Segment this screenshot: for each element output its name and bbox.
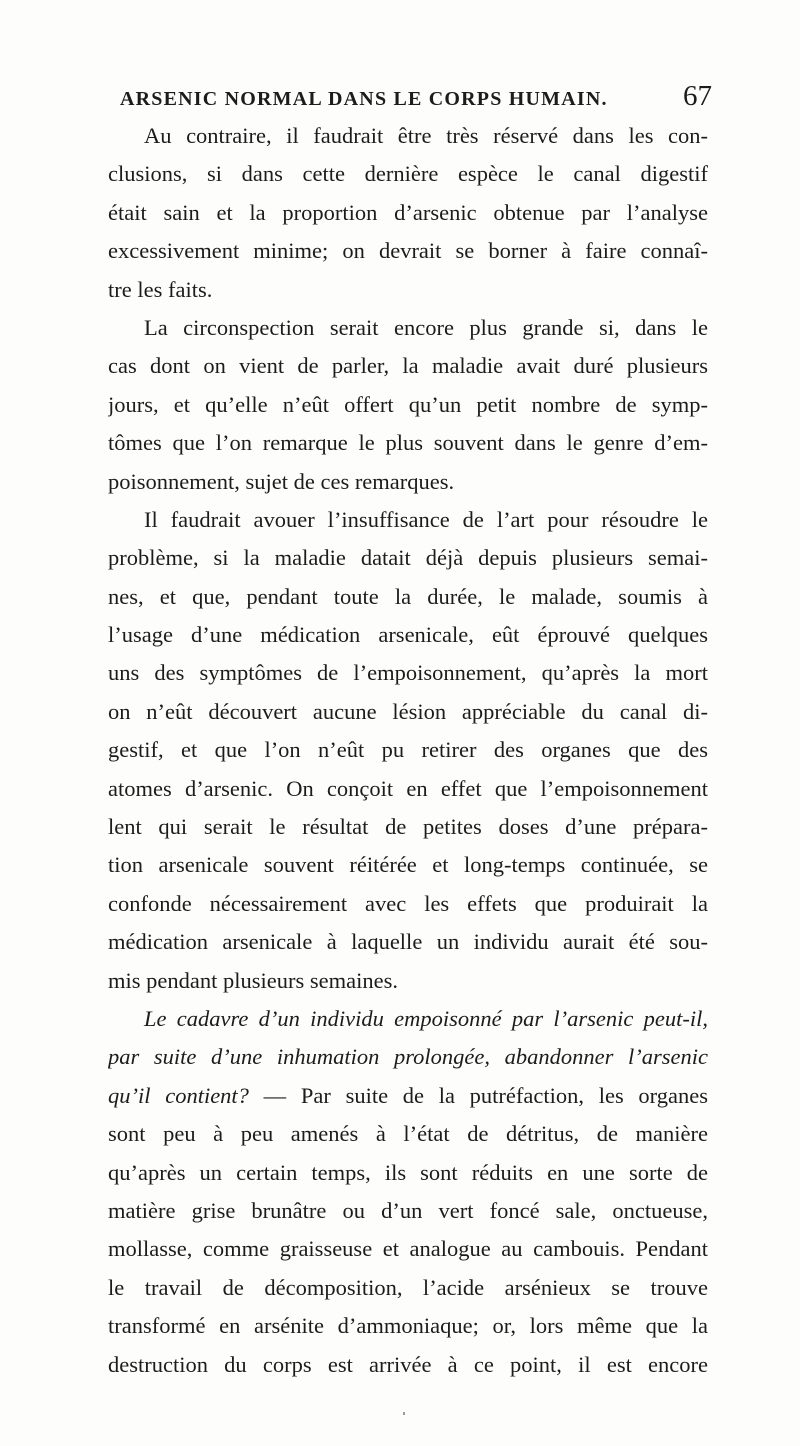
text-line: problème, si la maladie datait déjà depuis plusieurs semai-	[108, 545, 708, 571]
question-end: qu’il contient?	[108, 1082, 249, 1108]
paragraph-2	[108, 309, 708, 501]
question-line-mixed	[108, 1077, 708, 1115]
text-line: gestif, et que l’on n’eût pu retirer des organes que des	[108, 737, 708, 763]
running-title: ARSENIC NORMAL DANS LE CORPS HUMAIN.	[120, 88, 608, 110]
text-line: confonde nécessairement avec les effets que produirait la	[108, 890, 708, 916]
question-line: Le cadavre d’un individu empoisonné par l’arsenic peut-il,	[144, 1005, 708, 1031]
text-line: uns des symptômes de l’empoisonnement, qu’après la mort	[108, 660, 708, 686]
text-line: le travail de décomposition, l’acide arsénieux se trouve	[108, 1274, 708, 1300]
body-text	[108, 117, 708, 1384]
paragraph-4	[108, 1000, 708, 1384]
text-line: Au contraire, il faudrait être très réservé dans les con-	[144, 123, 708, 148]
text-line: nes, et que, pendant toute la durée, le malade, soumis à	[108, 583, 708, 609]
text-line: jours, et qu’elle n’eût offert qu’un petit nombre de symp-	[108, 391, 708, 417]
text-line: excessivement minime; on devrait se borner à faire connaî-	[108, 238, 708, 264]
text-line: mis pendant plusieurs semaines.	[108, 967, 398, 993]
text-line: tion arsenicale souvent réitérée et long-temps continuée, se	[108, 852, 708, 878]
running-head	[108, 80, 712, 120]
text-line: Il faudrait avouer l’insuffisance de l’art pour résoudre le	[144, 506, 708, 532]
page-number: 67	[683, 80, 712, 112]
print-speck	[403, 1412, 405, 1415]
text-line: destruction du corps est arrivée à ce point, il est encore	[108, 1351, 708, 1377]
text-line: médication arsenicale à laquelle un individu aurait été sou-	[108, 929, 708, 955]
text-line: l’usage d’une médication arsenicale, eût éprouvé quelques	[108, 622, 708, 648]
text-line: on n’eût découvert aucune lésion appréciable du canal di-	[108, 698, 708, 724]
text-line: clusions, si dans cette dernière espèce le canal digestif	[108, 161, 708, 187]
text-line: poisonnement, sujet de ces remarques.	[108, 468, 455, 494]
text-line: lent qui serait le résultat de petites doses d’une prépara-	[108, 814, 708, 840]
text-line: cas dont on vient de parler, la maladie avait duré plusieurs	[108, 353, 708, 379]
text-line: qu’après un certain temps, ils sont réduits en une sorte de	[108, 1159, 708, 1185]
text-line: mollasse, comme graisseuse et analogue au cambouis. Pendant	[108, 1236, 708, 1262]
text-line: tre les faits.	[108, 276, 213, 302]
text-line: était sain et la proportion d’arsenic obtenue par l’analyse	[108, 199, 708, 225]
text-line: La circonspection serait encore plus grande si, dans le	[144, 314, 708, 340]
text-line: matière grise brunâtre ou d’un vert foncé sale, onctueuse,	[108, 1197, 708, 1223]
question-line: par suite d’une inhumation prolongée, abandonner l’arsenic	[108, 1044, 708, 1070]
paragraph-3	[108, 501, 708, 1000]
answer-start: — Par suite de la putréfaction, les organes	[248, 1082, 708, 1108]
text-line: atomes d’arsenic. On conçoit en effet que l’empoisonnement	[108, 775, 708, 801]
text-line: tômes que l’on remarque le plus souvent dans le genre d’em-	[108, 430, 708, 456]
paragraph-1	[108, 117, 708, 309]
text-line: sont peu à peu amenés à l’état de détritus, de manière	[108, 1121, 708, 1147]
text-line: transformé en arsénite d’ammoniaque; or, lors même que la	[108, 1313, 708, 1339]
